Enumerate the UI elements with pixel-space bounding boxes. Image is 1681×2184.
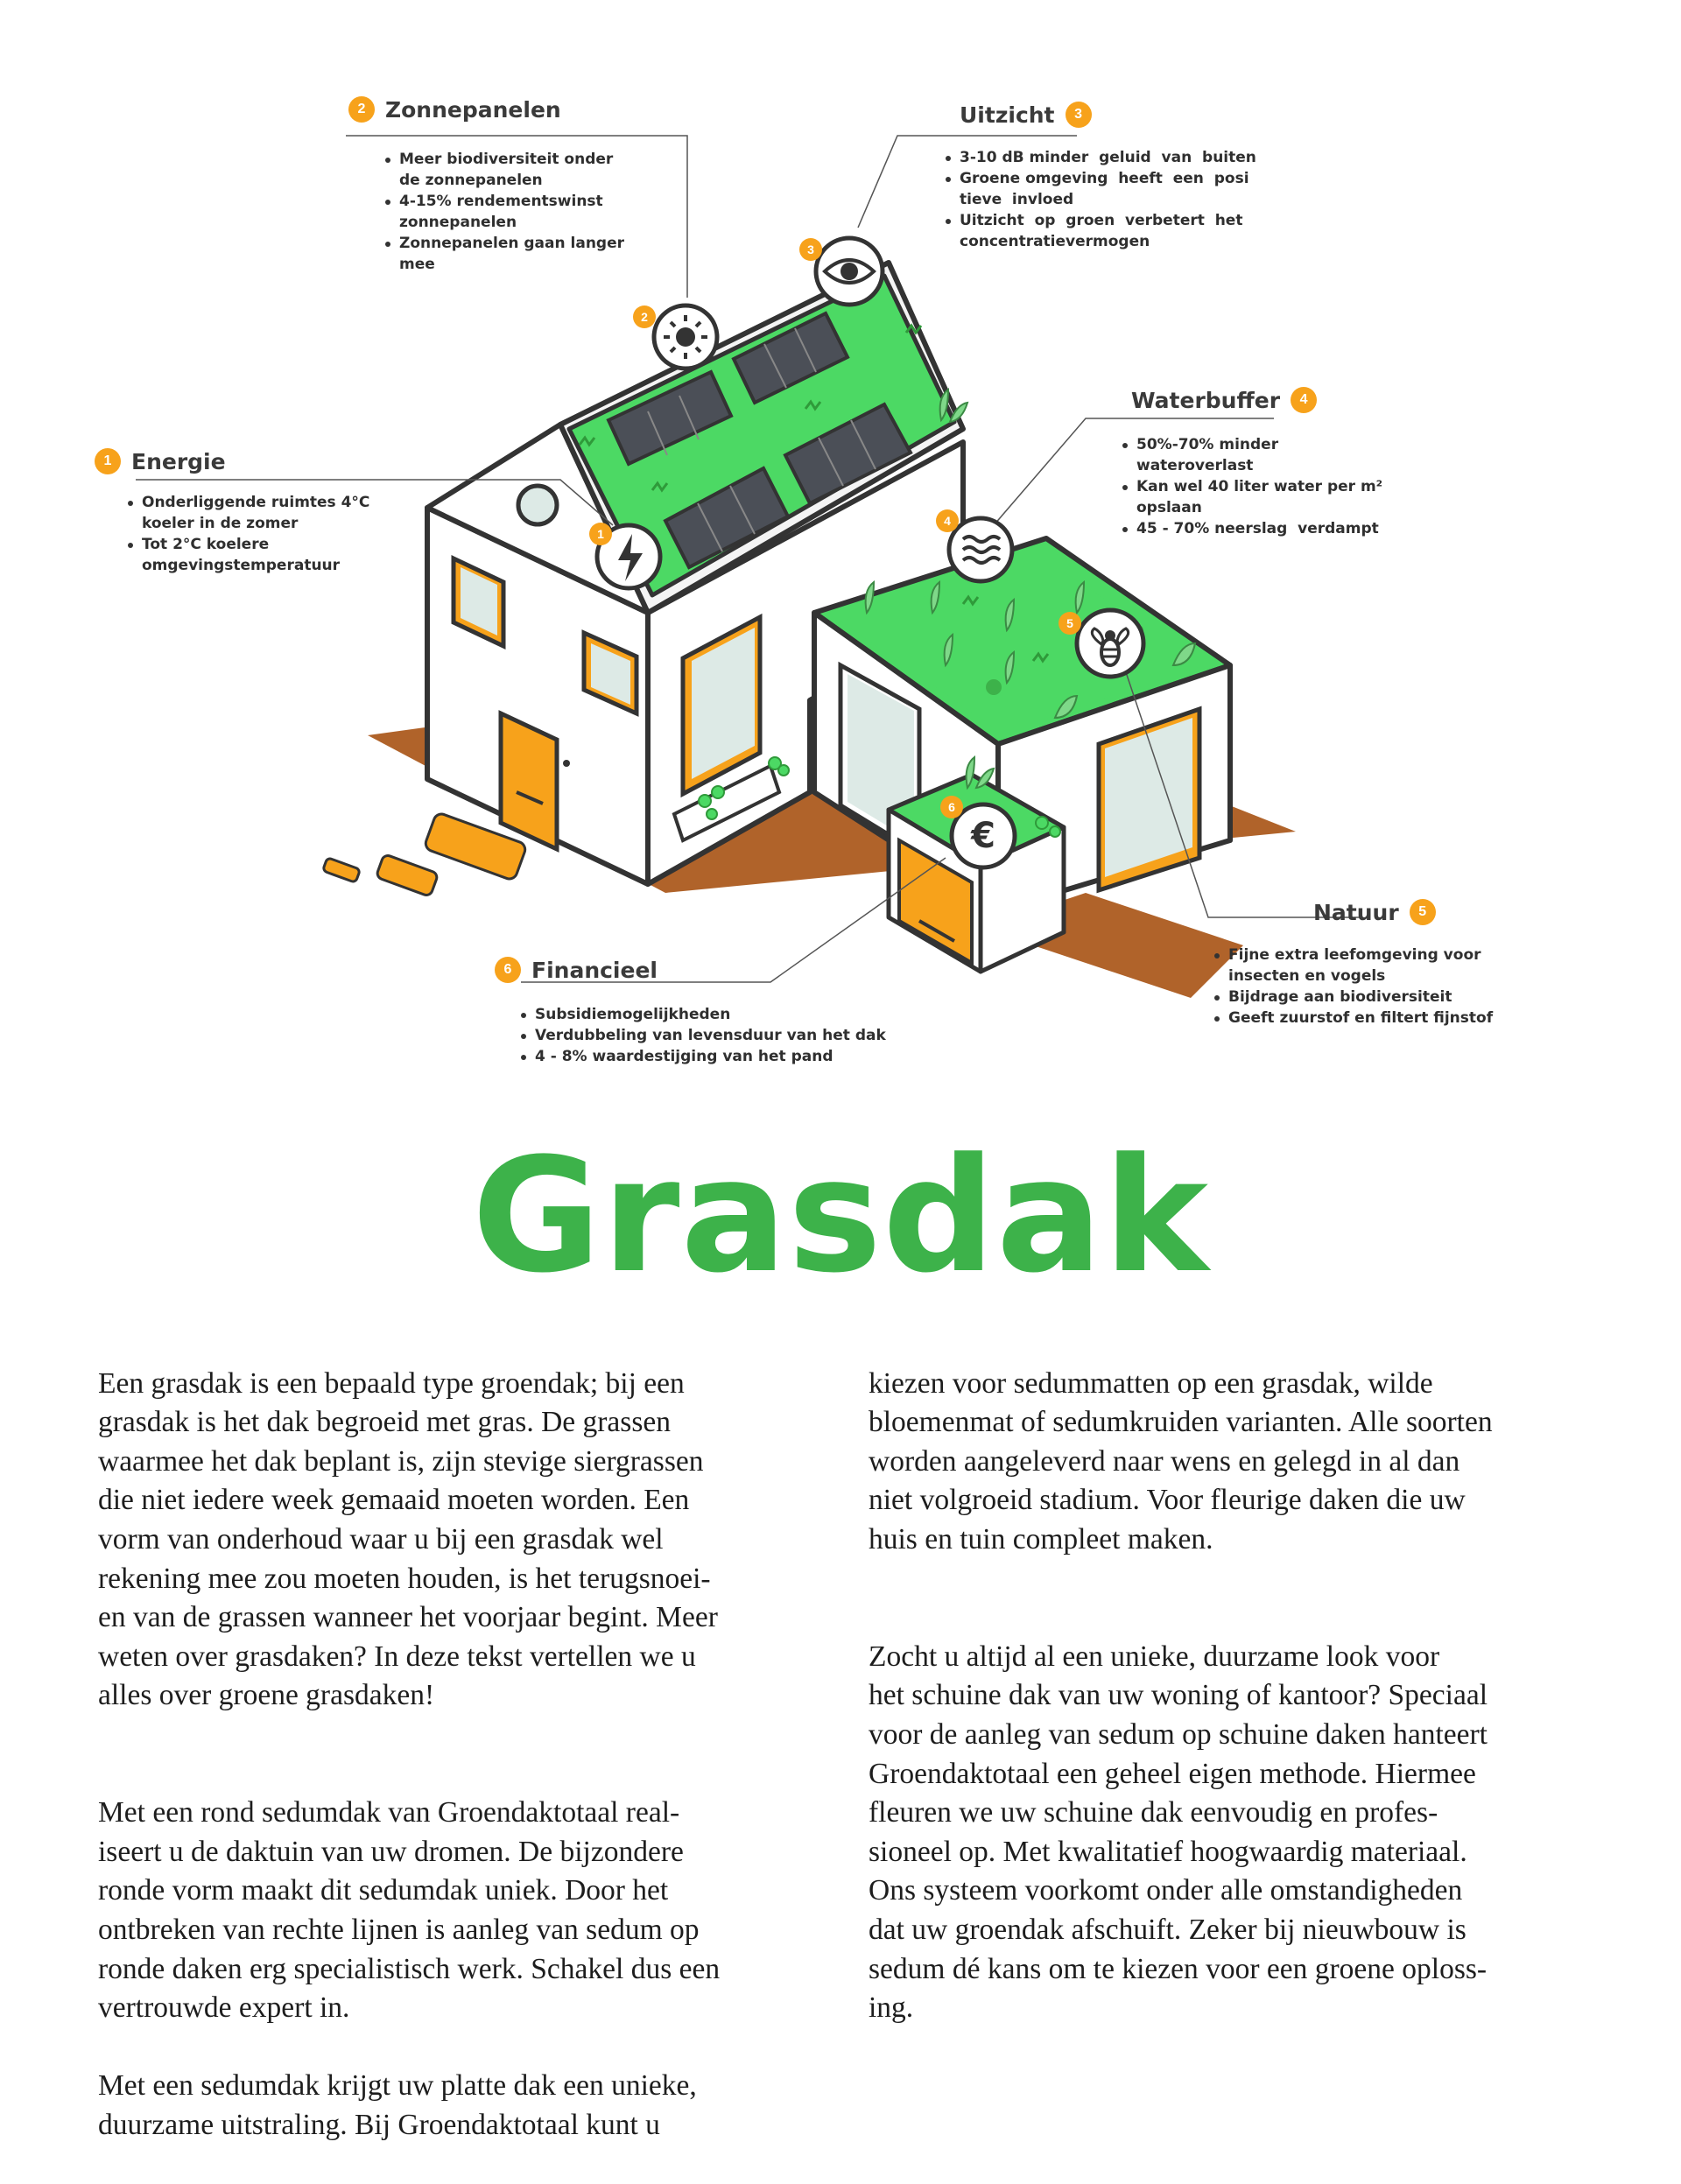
callout-title: Waterbuffer [1131, 387, 1281, 413]
callout-uitzicht [944, 102, 1256, 252]
callout-number-badge: 5 [1410, 899, 1436, 925]
callout-title: Natuur [1313, 899, 1399, 925]
callout-item: Geeft zuurstof en filtert fijnstof [1213, 1008, 1493, 1029]
round-window [518, 486, 557, 524]
article-right-column [869, 1325, 1569, 2067]
svg-text:2: 2 [641, 310, 648, 324]
callout-item: 3-10 dB minder geluid van buiten [944, 147, 1256, 168]
callout-energie [95, 448, 369, 576]
callout-item: Verdubbeling van levensduur van het dak [519, 1025, 886, 1046]
callout-number-badge: 2 [348, 96, 375, 123]
callout-item: Onderliggende ruimtes 4°C koeler in de zomer [126, 492, 369, 534]
paragraph: Met een rond sedumdak van Groendaktotaal real- iseert u de daktuin van uw dromen. De bijzondere ronde vorm maakt dit sedumdak uniek. Door het ontbreken van rechte lijnen is aanleg van sedum op ronde daken erg specialistisch werk. Schakel dus een vertrouwde expert in. [98, 1796, 721, 2025]
svg-text:4: 4 [944, 514, 951, 528]
stepping-stone [376, 854, 439, 897]
paragraph: Zocht u altijd al een unieke, duurzame look voor het schuine dak van uw woning of kantoor? Speciaal voor de aanleg van sedum op schuine daken hanteert Groendaktotaal een geheel eigen methode. Hiermee fleuren we uw schuine dak eenvoudig en profes- sioneel op. Met kwalitatief hoogwaardig materiaal. Ons systeem voorkomt onder alle omstandigheden dat uw groendak afschuift. Zeker bij nieuwbouw is sedum dé kans om te kiezen voor een groene oploss- ing. [869, 1640, 1488, 2025]
callout-item: 4-15% rendementswinst zonnepanelen [383, 191, 624, 233]
front-door [501, 713, 557, 849]
callout-title: Financieel [531, 957, 658, 983]
svg-text:1: 1 [597, 527, 604, 541]
callout-item: Subsidiemogelijkheden [519, 1004, 886, 1025]
callout-item: 50%-70% minder wateroverlast [1121, 434, 1382, 476]
paragraph: Met een sedumdak krijgt uw platte dak een unieke, duurzame uitstraling. Bij Groendaktotaal kunt u [98, 2069, 697, 2141]
stepping-stone [322, 858, 360, 883]
callout-number-badge: 1 [95, 448, 121, 474]
callout-title: Uitzicht [960, 102, 1055, 128]
paragraph: kiezen voor sedummatten op een grasdak, wilde bloemenmat of sedumkruiden varianten. Alle soorten worden aangeleverd naar wens en gelegd in al dan niet volgroeid stadium. Voor fleurige daken die uw huis en tuin compleet maken. [869, 1366, 1493, 1555]
page-title: Grasdak [471, 1125, 1210, 1308]
callout-item: Fijne extra leefomgeving voor insecten en vogels [1213, 945, 1493, 987]
callout-title: Energie [131, 448, 226, 474]
callout-item: 4 - 8% waardestijging van het pand [519, 1046, 886, 1067]
svg-text:6: 6 [948, 800, 955, 814]
svg-text:5: 5 [1066, 616, 1073, 630]
callout-natuur [1213, 899, 1493, 1029]
callout-item: Groene omgeving heeft een posi tieve invloed [944, 168, 1256, 210]
callout-item: Meer biodiversiteit onder de zonnepanelen [383, 149, 624, 191]
callout-item: Zonnepanelen gaan langer mee [383, 233, 624, 275]
callout-item: Uitzicht op groen verbetert het concentratievermogen [944, 210, 1256, 252]
callout-item: 45 - 70% neerslag verdampt [1121, 518, 1382, 539]
callout-number-badge: 4 [1291, 387, 1317, 413]
paragraph: Een grasdak is een bepaald type groendak; bij een grasdak is het dak begroeid met gras. De grassen waarmee het dak beplant is, zijn stevige siergrassen die niet iedere week gemaaid moeten worden. Een vorm van onderhoud waar u bij een grasdak wel rekening mee zou moeten houden, is het terugsnoei- en van de grassen wanneer het voorjaar begint. Meer weten over grasdaken? In deze tekst vertellen we u alles over groene grasdaken! [98, 1366, 718, 1712]
callout-item: Kan wel 40 liter water per m² opslaan [1121, 476, 1382, 518]
callout-financieel [495, 957, 886, 1067]
callout-number-badge: 3 [1066, 102, 1092, 128]
eye-icon [799, 238, 883, 305]
callout-zonnepanelen [348, 96, 624, 275]
svg-text:€: € [971, 816, 995, 856]
article-left-column [98, 1325, 798, 2184]
callout-number-badge: 6 [495, 957, 521, 983]
svg-text:3: 3 [807, 242, 814, 256]
callout-item: Tot 2°C koelere omgevingstemperatuur [126, 534, 369, 576]
callout-title: Zonnepanelen [385, 96, 561, 123]
sun-icon [633, 305, 717, 369]
callout-item: Bijdrage aan biodiversiteit [1213, 987, 1493, 1008]
callout-waterbuffer [1121, 387, 1382, 539]
